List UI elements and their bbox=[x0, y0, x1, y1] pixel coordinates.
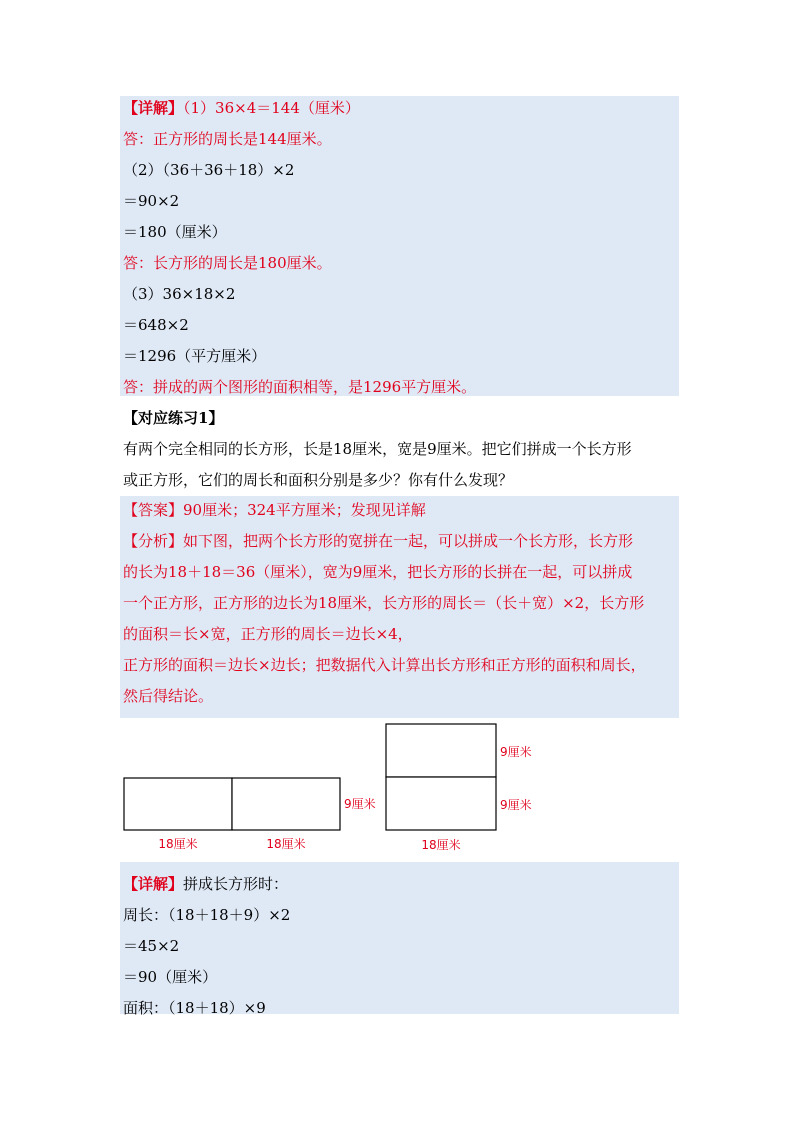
detail-step-1: （1）36×4＝144（厘米） bbox=[183, 99, 360, 117]
answer-line-area: 答：拼成的两个图形的面积相等，是1296平方厘米。 bbox=[123, 378, 477, 396]
calc-line: ＝648×2 bbox=[123, 316, 189, 334]
calc-line: ＝45×2 bbox=[123, 937, 180, 955]
calc-line: ＝90×2 bbox=[123, 192, 180, 210]
analysis-line-4: 的面积＝长×宽，正方形的周长＝边长×4， bbox=[123, 625, 413, 643]
area-calc-line: 面积：（18＋18）×9 bbox=[123, 999, 266, 1017]
analysis-line-2: 的长为18＋18＝36（厘米），宽为9厘米，把长方形的长拼在一起，可以拼成 bbox=[123, 563, 633, 581]
question-line-1: 有两个完全相同的长方形，长是18厘米，宽是9厘米。把它们拼成一个长方形 bbox=[123, 440, 632, 458]
left-rect-width-label: 9厘米 bbox=[344, 797, 376, 811]
analysis-line-6: 然后得结论。 bbox=[123, 687, 214, 705]
exercise-heading: 【对应练习1】 bbox=[123, 409, 224, 427]
left-rectangle-2 bbox=[232, 778, 340, 830]
question-line-2: 或正方形，它们的周长和面积分别是多少？你有什么发现？ bbox=[123, 471, 514, 489]
detail-step-2: （2）（36＋36＋18）×2 bbox=[123, 161, 295, 179]
left-rect-1-length-label: 18厘米 bbox=[158, 837, 198, 851]
calc-line: ＝180（厘米） bbox=[123, 223, 227, 241]
answer-line-rect-perimeter: 答：长方形的周长是180厘米。 bbox=[123, 254, 332, 272]
square-width-label: 18厘米 bbox=[421, 838, 461, 852]
perimeter-calc-line: 周长：（18＋18＋9）×2 bbox=[123, 906, 291, 924]
detail-c-intro: 拼成长方形时： bbox=[183, 875, 289, 893]
detail-tag: 【详解】 bbox=[123, 99, 184, 117]
left-rectangle-1 bbox=[124, 778, 232, 830]
analysis-line-5: 正方形的面积＝边长×边长；把数据代入计算出长方形和正方形的面积和周长， bbox=[123, 656, 646, 674]
analysis-line-3: 一个正方形，正方形的边长为18厘米，长方形的周长＝（长＋宽）×2，长方形 bbox=[123, 594, 645, 612]
rectangles-figure bbox=[120, 718, 536, 858]
square-bottom-rectangle bbox=[386, 777, 496, 830]
calc-line: ＝90（厘米） bbox=[123, 968, 218, 986]
square-top-rectangle bbox=[386, 724, 496, 777]
detail-tag: 【详解】 bbox=[123, 875, 184, 893]
answer-line: 【答案】90厘米；324平方厘米；发现见详解 bbox=[123, 501, 426, 519]
calc-line: ＝1296（平方厘米） bbox=[123, 347, 267, 365]
square-top-height-label: 9厘米 bbox=[500, 745, 532, 759]
detail-step-3: （3）36×18×2 bbox=[123, 285, 236, 303]
detail-line-1 bbox=[123, 98, 360, 118]
square-bottom-height-label: 9厘米 bbox=[500, 798, 532, 812]
left-rect-2-length-label: 18厘米 bbox=[266, 837, 306, 851]
answer-line-square-perimeter: 答：正方形的周长是144厘米。 bbox=[123, 130, 332, 148]
detail-c-line-1 bbox=[123, 874, 288, 894]
analysis-line-1: 【分析】如下图，把两个长方形的宽拼在一起，可以拼成一个长方形，长方形 bbox=[123, 532, 634, 550]
